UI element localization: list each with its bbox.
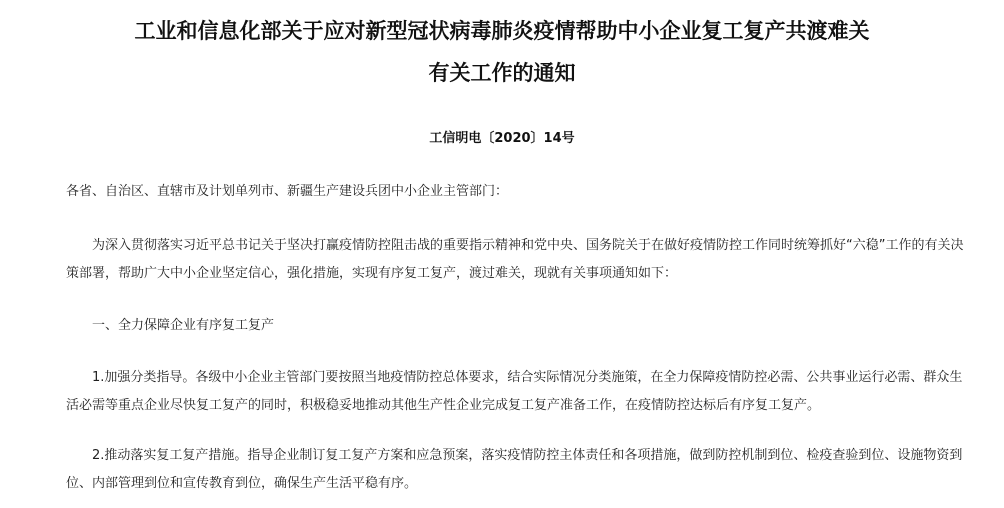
- item-paragraph-2: 2.推动落实复工复产措施。指导企业制订复工复产方案和应急预案，落实疫情防控主体责任和各项措施，做到防控机制到位、检疫查验到位、设施物资到位、内部管理到位和宣传教育到位，确保生产生活平稳有序。: [66, 448, 963, 491]
- salutation: 各省、自治区、直辖市及计划单列市、新疆生产建设兵团中小企业主管部门：: [66, 184, 509, 199]
- document-title-line-2: 有关工作的通知: [428, 61, 576, 85]
- document-title-line-1: 工业和信息化部关于应对新型冠状病毒肺炎疫情帮助中小企业复工复产共渡难关: [134, 19, 870, 43]
- section-heading-1: 一、全力保障企业有序复工复产: [92, 318, 275, 333]
- item-paragraph-1: 1.加强分类指导。各级中小企业主管部门要按照当地疫情防控总体要求，结合实际情况分类施策，在全力保障疫情防控必需、公共事业运行必需、群众生活必需等重点企业尽快复工复产的同时，积极稳妥地推动其他生产性企业完成复工复产准备工作，在疫情防控达标后有序复工复产。: [66, 370, 963, 413]
- document-number: 工信明电〔2020〕14号: [429, 131, 575, 146]
- intro-paragraph: 为深入贯彻落实习近平总书记关于坚决打赢疫情防控阻击战的重要指示精神和党中央、国务院关于在做好疫情防控工作同时统筹抓好“六稳”工作的有关决策部署，帮助广大中小企业坚定信心，强化措施，实现有序复工复产，渡过难关，现就有关事项通知如下：: [66, 238, 964, 281]
